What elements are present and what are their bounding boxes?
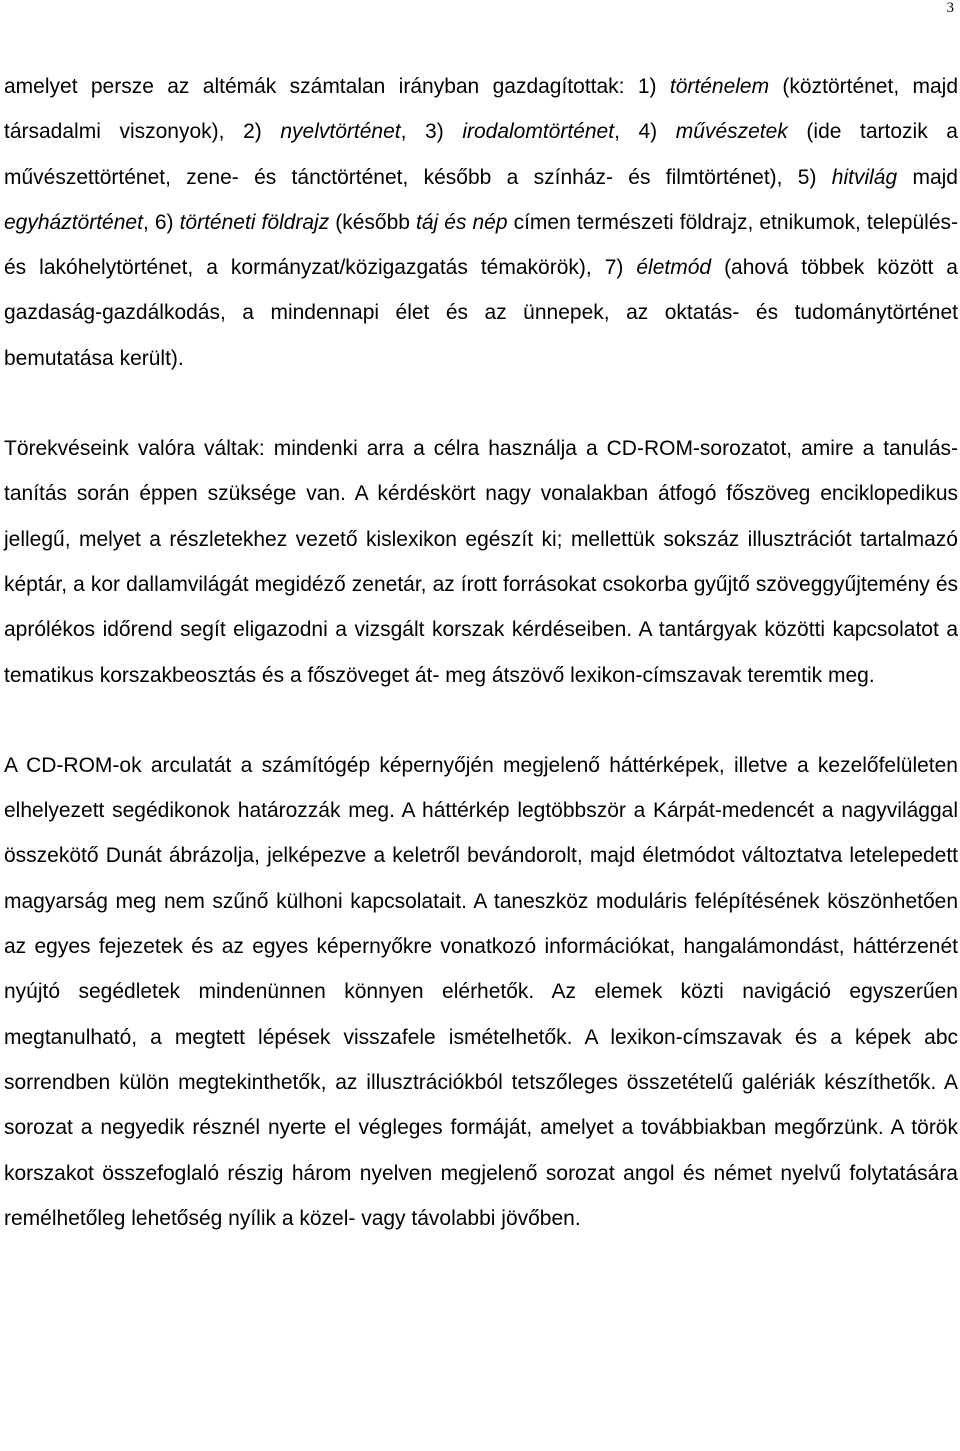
italic-term: történeti földrajz [179, 210, 330, 234]
text-run: A CD-ROM-ok arculatát a számítógép képernyőjén megjelenő háttérképek, illetve a kezelőfelületen elhelyezett segédikonok határozzák meg. A háttérkép legtöbbször a Kárpát-medencét a nagyvilággal összekötő Dunát ábrázolja, jelképezve a keletről bevándorolt, majd életmódot változtatva letelepedett magyarság meg nem szűnő külhoni kapcsolatait. A taneszköz moduláris felépítésének köszönhetően az egyes fejezetek és az egyes képernyőkre vonatkozó információkat, hangalámondást, háttérzenét nyújtó segédletek mindenünnen könnyen elérhetők. Az elemek közti navigáció egyszerűen megtanulható, a megtett lépések visszafele ismételhetők. A lexikon-címszavak és a képek abc sorrendben külön megtekinthetők, az illusztrációkból tetszőleges összetételű galériák készíthetők. A sorozat a negyedik résznél nyerte el végleges formáját, amelyet a továbbiakban megőrzünk. A török korszakot összefoglaló részig három nyelven megjelenő sorozat angol és német nyelvű folytatására remélhetőleg lehetőség nyílik a közel- vagy távolabbi jövőben. [4, 753, 958, 1230]
paragraph [4, 64, 958, 381]
text-run: (később [329, 210, 417, 234]
italic-term: művészetek [675, 120, 788, 144]
text-run: , 3) [400, 120, 463, 144]
text-run: (ahová többek között a gazdaság-gazdálkodás, a mindennapi élet és az ünnepek, az oktatás- és tudománytörténet bemutatása került). [4, 256, 958, 370]
italic-term: nyelvtörténet [280, 120, 401, 144]
paragraph [4, 426, 958, 698]
page-number: 3 [946, 0, 954, 16]
text-run: (köztörténet, majd társadalmi viszonyok), 2) [4, 75, 959, 144]
text-run: amelyet persze az altémák számtalan irányban gazdagítottak: 1) [4, 75, 670, 98]
text-run: majd [897, 165, 958, 189]
text-run: , 4) [614, 120, 676, 144]
italic-term: irodalomtörténet [462, 120, 615, 144]
text-run: (ide tartozik a művészettörténet, zene- és tánctörténet, később a színház- és filmtörténet), 5) [4, 120, 958, 189]
text-run: címen természeti földrajz, etnikumok, település- és lakóhelytörténet, a kormányzat/közigazgatás témakörök), 7) [4, 210, 958, 280]
italic-term: táj és nép [416, 210, 508, 234]
italic-term: történelem [669, 75, 770, 98]
italic-term: egyháztörténet [4, 210, 143, 234]
document-body [4, 64, 958, 1241]
paragraph [4, 743, 958, 1241]
italic-term: életmód [636, 256, 712, 280]
italic-term: hitvilág [831, 165, 898, 189]
text-run: , 6) [142, 210, 180, 234]
text-run: Törekvéseink valóra váltak: mindenki arra a célra használja a CD-ROM-sorozatot, amire a tanulás-tanítás során éppen szüksége van. A kérdéskört nagy vonalakban átfogó főszöveg enciklopedikus jellegű, melyet a részletekhez vezető kislexikon egészít ki; mellettük sokszáz illusztrációt tartalmazó képtár, a kor dallamvilágát megidéző zenetár, az írott forrásokat csokorba gyűjtő szöveggyűjtemény és aprólékos időrend segít eligazodni a vizsgált korszak kérdéseiben. A tantárgyak közötti kapcsolatot a tematikus korszakbeosztás és a főszöveget át- meg átszövő lexikon-címszavak teremtik meg. [4, 437, 958, 687]
